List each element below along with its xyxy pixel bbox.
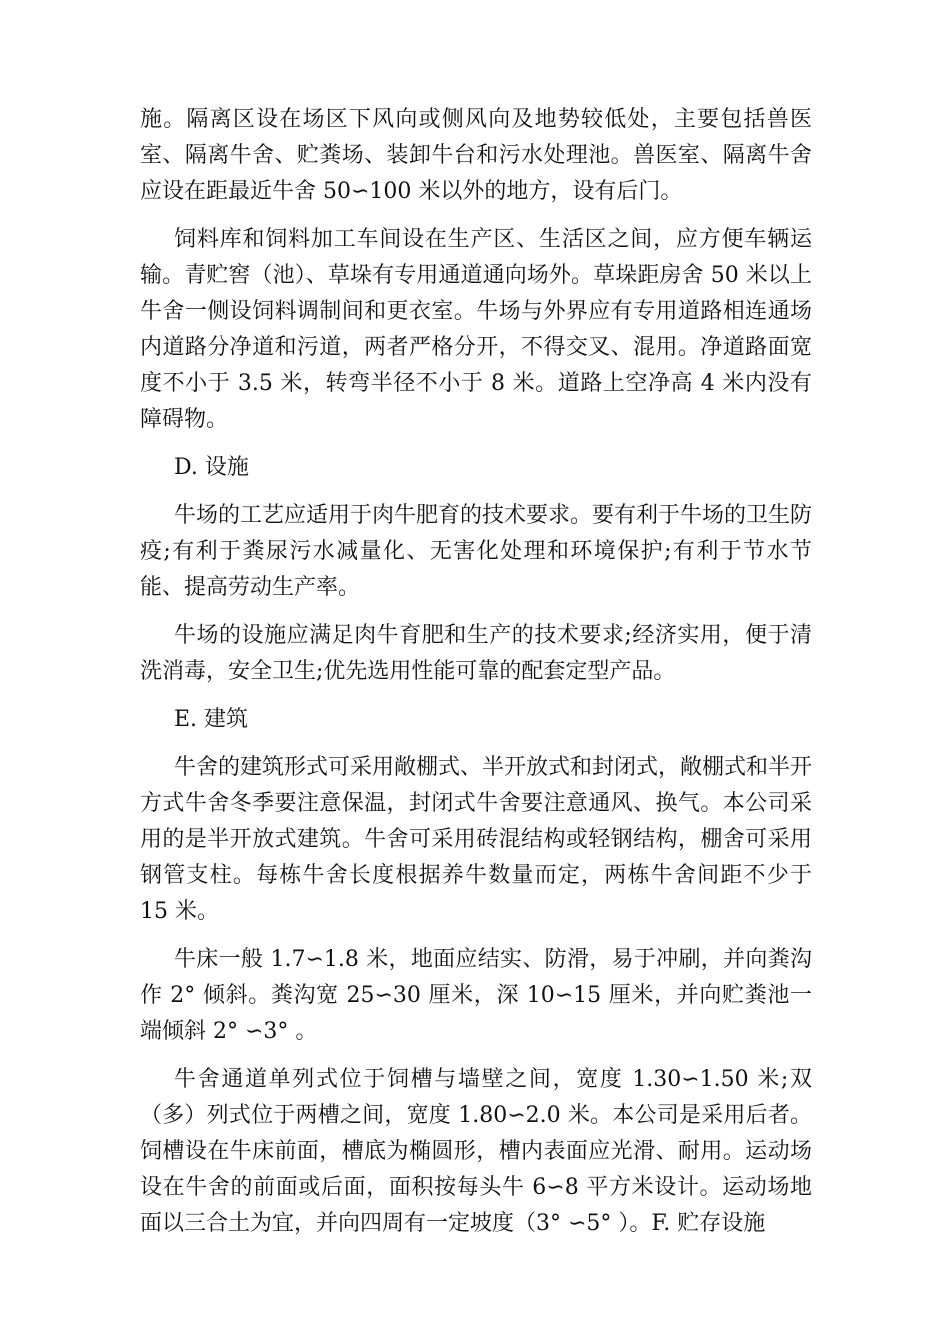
paragraph-text: 施。隔离区设在场区下风向或侧风向及地势较低处，主要包括兽医室、隔离牛舍、贮粪场、装卸牛台和污水处理池。兽医室、隔离牛舍应设在距最近牛舍 50∽100 米以外的地方，设有后门。	[140, 107, 812, 204]
paragraph-text: 牛床一般 1.7∽1.8 米，地面应结实、防滑，易于冲刷，并向粪沟作 2° 倾斜。粪沟宽 25∽30 厘米，深 10∽15 厘米，并向贮粪池一端倾斜 2° ∽3° 。	[140, 947, 812, 1044]
section-heading-buildings	[140, 702, 812, 738]
heading-text: D. 设施	[174, 455, 249, 480]
paragraph-text: 牛舍通道单列式位于饲槽与墙壁之间，宽度 1.30∽1.50 米;双（多）列式位于两槽之间，宽度 1.80∽2.0 米。本公司是采用后者。饲槽设在牛床前面，槽底为椭圆形，槽内表面应光滑、耐用。运动场设在牛舍的前面或后面，面积按每头牛 6∽8 平方米设计。运动场地面以三合土为宜，并向四周有一定坡度（3° ∽5° ）。F. 贮存设施	[140, 1067, 812, 1236]
paragraph-text: 饲料库和饲料加工车间设在生产区、生活区之间，应方便车辆运输。青贮窖（池）、草垛有专用通道通向场外。草垛距房舍 50 米以上牛舍一侧设饲料调制间和更衣室。牛场与外界应有专用道路相连通场内道路分净道和污道，两者严格分开，不得交叉、混用。净道路面宽度不小于 3.5 米，转弯半径不小于 8 米。道路上空净高 4 米内没有障碍物。	[140, 227, 812, 432]
document-page	[140, 102, 812, 1254]
paragraph-isolation-zone	[140, 102, 812, 210]
paragraph-facility-requirements	[140, 618, 812, 690]
paragraph-feed-storage	[140, 222, 812, 438]
paragraph-text: 牛舍的建筑形式可采用敞棚式、半开放式和封闭式，敞棚式和半开方式牛舍冬季要注意保温，封闭式牛舍要注意通风、换气。本公司采用的是半开放式建筑。牛舍可采用砖混结构或轻钢结构，棚舍可采用钢管支柱。每栋牛舍长度根据养牛数量而定，两栋牛舍间距不少于 15 米。	[140, 755, 813, 924]
section-heading-facilities	[140, 450, 812, 486]
paragraph-process	[140, 498, 812, 606]
heading-text: E. 建筑	[174, 707, 249, 732]
paragraph-barn-aisle	[140, 1062, 812, 1242]
paragraph-text: 牛场的设施应满足肉牛育肥和生产的技术要求;经济实用，便于清洗消毒，安全卫生;优先选用性能可靠的配套定型产品。	[140, 623, 812, 684]
paragraph-barn-structure	[140, 750, 812, 930]
paragraph-text: 牛场的工艺应适用于肉牛肥育的技术要求。要有利于牛场的卫生防疫;有利于粪尿污水减量化、无害化处理和环境保护;有利于节水节能、提高劳动生产率。	[140, 503, 813, 600]
paragraph-cattle-bed	[140, 942, 812, 1050]
